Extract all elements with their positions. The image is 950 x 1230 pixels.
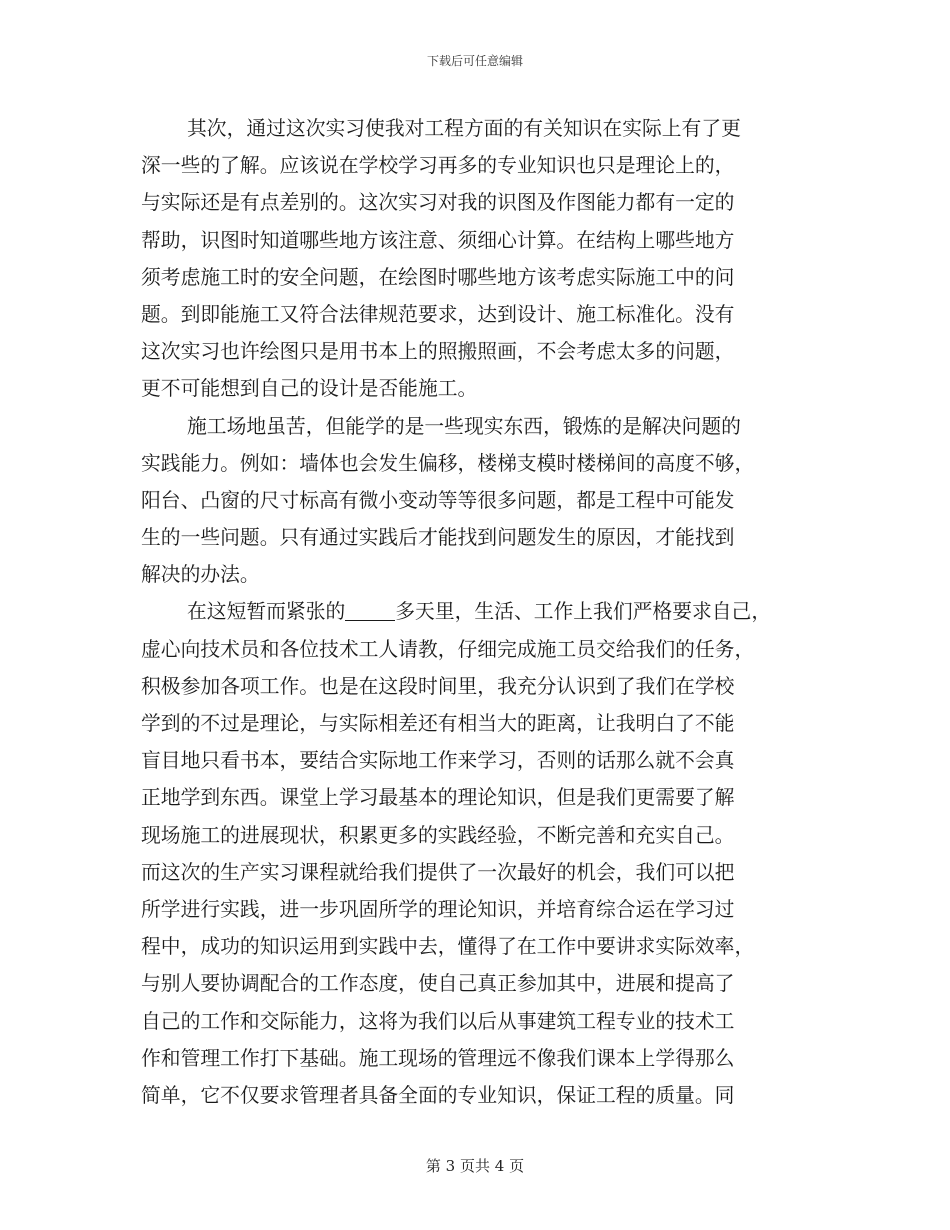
text-line: 生的一些问题。只有通过实践后才能找到问题发生的原因，才能找到: [141, 526, 735, 550]
text-line: 而这次的生产实习课程就给我们提供了一次最好的机会，我们可以把: [141, 860, 735, 884]
text-line: 更不可能想到自己的设计是否能施工。: [141, 377, 478, 401]
text-line: 这次实习也许绘图只是用书本上的照搬照画，不会考虑太多的问题，: [141, 340, 735, 364]
text-line: 正地学到东西。课堂上学习最基本的理论知识，但是我们更需要了解: [141, 786, 735, 810]
text-line: 学到的不过是理论，与实际相差还有相当大的距离，让我明白了不能: [141, 712, 735, 735]
text-line: 须考虑施工时的安全问题，在绘图时哪些地方该考虑实际施工中的问: [141, 265, 735, 289]
text-line: 阳台、凸窗的尺寸标高有微小变动等等很多问题，都是工程中可能发: [141, 488, 735, 512]
text-line: 实践能力。例如：墙体也会发生偏移，楼梯支模时楼梯间的高度不够，: [141, 451, 755, 475]
text-line: 自己的工作和交际能力，这将为我们以后从事建筑工程专业的技术工: [141, 1009, 735, 1033]
text-line: 盲目地只看书本，要结合实际地工作来学习，否则的话那么就不会真: [141, 749, 735, 773]
text-line: 解决的办法。: [141, 563, 260, 587]
text-line-suffix: 多天里，生活、工作上我们严格要求自己，: [395, 600, 772, 624]
text-line-with-blank: [141, 593, 796, 630]
text-line: 与别人要协调配合的工作态度，使自己真正参加其中，进展和提高了: [141, 972, 735, 996]
text-line: 深一些的了解。应该说在学校学习再多的专业知识也只是理论上的，: [141, 154, 735, 178]
text-line: 题。到即能施工又符合法律规范要求，达到设计、施工标准化。没有: [141, 302, 735, 326]
text-line: 虚心向技术员和各位技术工人请教，仔细完成施工员交给我们的任务，: [141, 637, 755, 661]
page-header: 下载后可任意编辑: [426, 54, 523, 68]
document-body: [141, 110, 796, 1114]
page-number: 第 3 页共 4 页: [425, 1157, 525, 1175]
text-line: 积极参加各项工作。也是在这段时间里，我充分认识到了我们在学校: [141, 674, 735, 698]
text-line: 简单，它不仅要求管理者具备全面的专业知识，保证工程的质量。同: [141, 1083, 735, 1107]
text-line: 与实际还是有点差别的。这次实习对我的识图及作图能力都有一定的: [141, 191, 735, 215]
text-line: 其次，通过这次实习使我对工程方面的有关知识在实际上有了更: [187, 117, 741, 140]
text-line: 现场施工的进展现状，积累更多的实践经验，不断完善和充实自己。: [141, 823, 735, 847]
text-line: 作和管理工作打下基础。施工现场的管理远不像我们课本上学得那么: [141, 1046, 735, 1070]
text-line: 所学进行实践，进一步巩固所学的理论知识，并培育综合运在学习过: [141, 897, 735, 921]
fill-in-blank: [345, 598, 395, 621]
text-line: 程中，成功的知识运用到实践中去，懂得了在工作中要讲求实际效率，: [141, 935, 755, 959]
text-line: 帮助，识图时知道哪些地方该注意、须细心计算。在结构上哪些地方: [141, 228, 735, 252]
text-line-prefix: 在这短暂而紧张的: [187, 600, 346, 624]
text-line: 施工场地虽苦，但能学的是一些现实东西，锻炼的是解决问题的: [187, 414, 741, 438]
